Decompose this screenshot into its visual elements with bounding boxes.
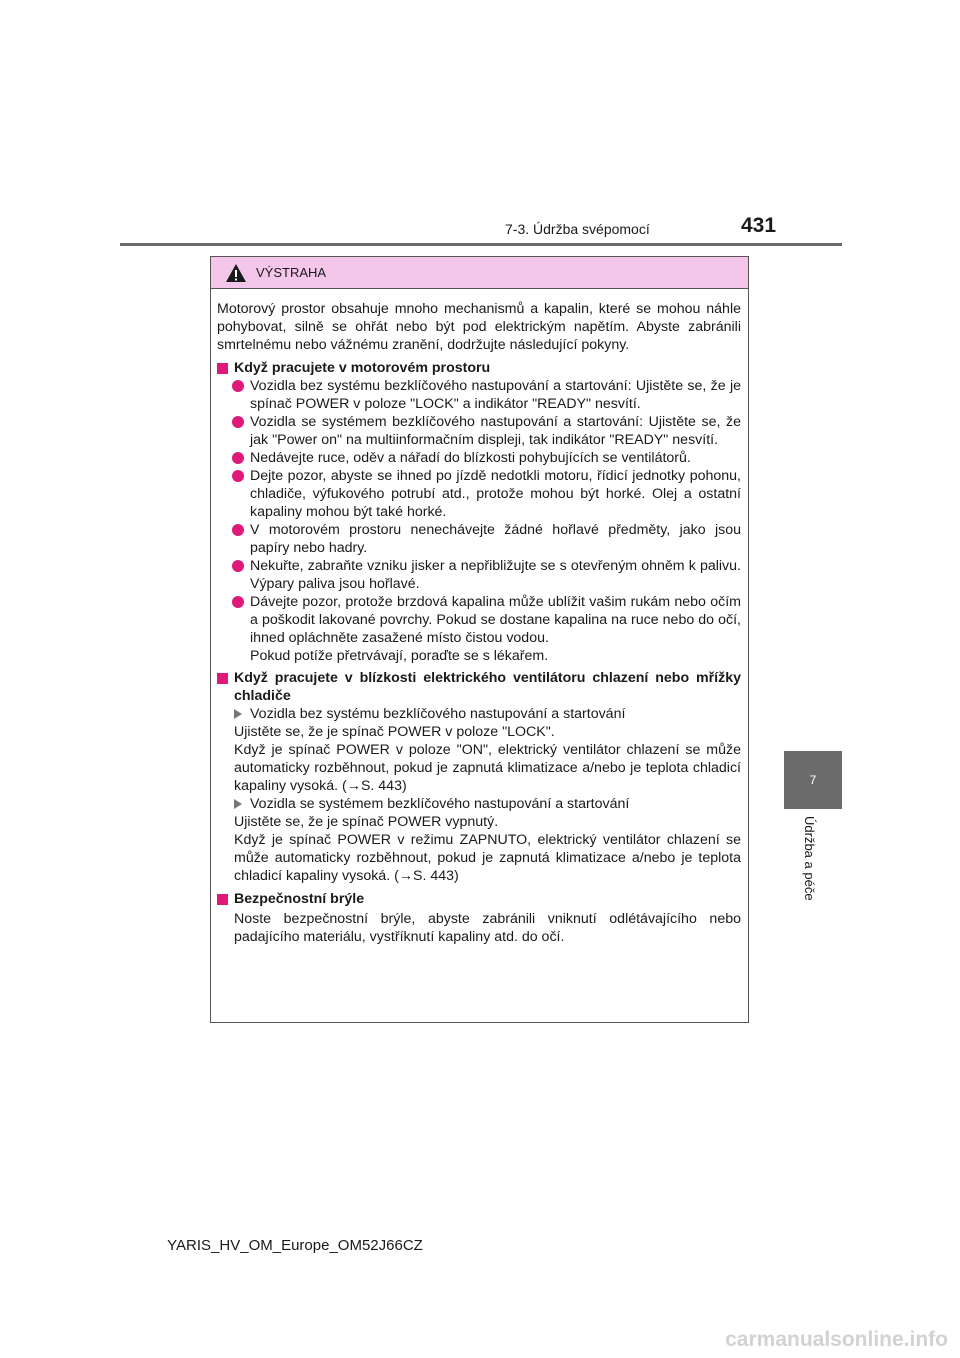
chapter-number: 7: [809, 773, 817, 787]
round-bullet-icon: [232, 380, 244, 392]
list-item: V motorovém prostoru nenechávejte žádné hořlavé předměty, jako jsou papíry nebo hadry.: [217, 521, 741, 557]
round-bullet-icon: [232, 524, 244, 536]
round-bullet-icon: [232, 416, 244, 428]
warning-title: VÝSTRAHA: [256, 265, 327, 280]
arrow-right-icon: [234, 709, 242, 719]
page-number: 431: [741, 214, 777, 237]
chapter-tab[interactable]: [784, 751, 842, 809]
square-bullet-icon: [217, 363, 228, 374]
round-bullet-icon: [232, 560, 244, 572]
sub-heading: Vozidla se systémem bezklíčového nastupování a startování: [217, 795, 741, 813]
header-section-title: 7-3. Údržba svépomocí: [505, 221, 650, 237]
list-item: Nedávejte ruce, oděv a nářadí do blízkosti pohybujících se ventilátorů.: [217, 449, 741, 467]
paragraph: Noste bezpečnostní brýle, abyste zabránili vniknutí odlétávajícího nebo padajícího materiálu, vystříknutí kapaliny atd. do očí.: [234, 911, 741, 945]
section-heading: Když pracujete v motorovém prostoru: [217, 359, 741, 377]
paragraph: Ujistěte se, že je spínač POWER vypnutý. Když je spínač POWER v režimu ZAPNUTO, elektrický ventilátor chlazení se může automaticky rozběhnout, pokud je zapnutá klimatizace a/nebo je teplota chladicí kapaliny vysoká. (→S. 443): [234, 814, 741, 884]
warning-header: [211, 257, 748, 289]
warning-triangle-icon: [225, 263, 247, 283]
round-bullet-icon: [232, 470, 244, 482]
warning-body: [211, 289, 748, 946]
warning-box: [210, 256, 749, 1023]
section-heading: Když pracujete v blízkosti elektrického ventilátoru chlazení nebo mřížky chladiče: [217, 669, 741, 705]
warning-intro: Motorový prostor obsahuje mnoho mechanismů a kapalin, které se mohou náhle pohybovat, silně se ohřát nebo být pod elektrickým napětím. Abyste zabránili smrtelnému nebo vážnému zranění, dodržujte následující pokyny.: [217, 301, 741, 353]
list-item: Dávejte pozor, protože brzdová kapalina může ublížit vašim rukám nebo očím a poškodit lakované povrchy. Pokud se dostane kapalina na ruce nebo do očí, ihned opláchněte zasažené místo čistou vodou. Pokud potíže přetrvávají, poraďte se s lékařem.: [217, 593, 741, 665]
chapter-label: Údržba a péče: [802, 816, 817, 901]
header-divider: [120, 243, 842, 246]
list-item: Nekuřte, zabraňte vzniku jisker a nepřibližujte se s otevřeným ohněm k palivu. Výpary paliva jsou hořlavé.: [217, 557, 741, 593]
sub-heading: Vozidla bez systému bezklíčového nastupování a startování: [217, 705, 741, 723]
square-bullet-icon: [217, 894, 228, 905]
watermark: carmanualsonline.info: [725, 1328, 948, 1351]
document-code: YARIS_HV_OM_Europe_OM52J66CZ: [167, 1237, 423, 1254]
list-item: Vozidla bez systému bezklíčového nastupování a startování: Ujistěte se, že je spínač POWER v poloze "LOCK" a indikátor "READY" nesvítí.: [217, 377, 741, 413]
round-bullet-icon: [232, 596, 244, 608]
section-heading: Bezpečnostní brýle: [217, 890, 741, 908]
list-item: Dejte pozor, abyste se ihned po jízdě nedotkli motoru, řídicí jednotky pohonu, chladiče, výfukového potrubí atd., protože mohou být horké. Olej a ostatní kapaliny mohou být také horké.: [217, 467, 741, 521]
round-bullet-icon: [232, 452, 244, 464]
list-item: Vozidla se systémem bezklíčového nastupování a startování: Ujistěte se, že jak "Power on" na multiinformačním displeji, tak indikátor "READY" nesvítí.: [217, 413, 741, 449]
paragraph: Ujistěte se, že je spínač POWER v poloze "LOCK". Když je spínač POWER v poloze "ON", elektrický ventilátor chlazení se může automaticky rozběhnout, pokud je zapnutá klimatizace a/nebo je teplota chladicí kapaliny vysoká. (→S. 443): [234, 724, 741, 794]
square-bullet-icon: [217, 673, 228, 684]
arrow-right-icon: [234, 799, 242, 809]
